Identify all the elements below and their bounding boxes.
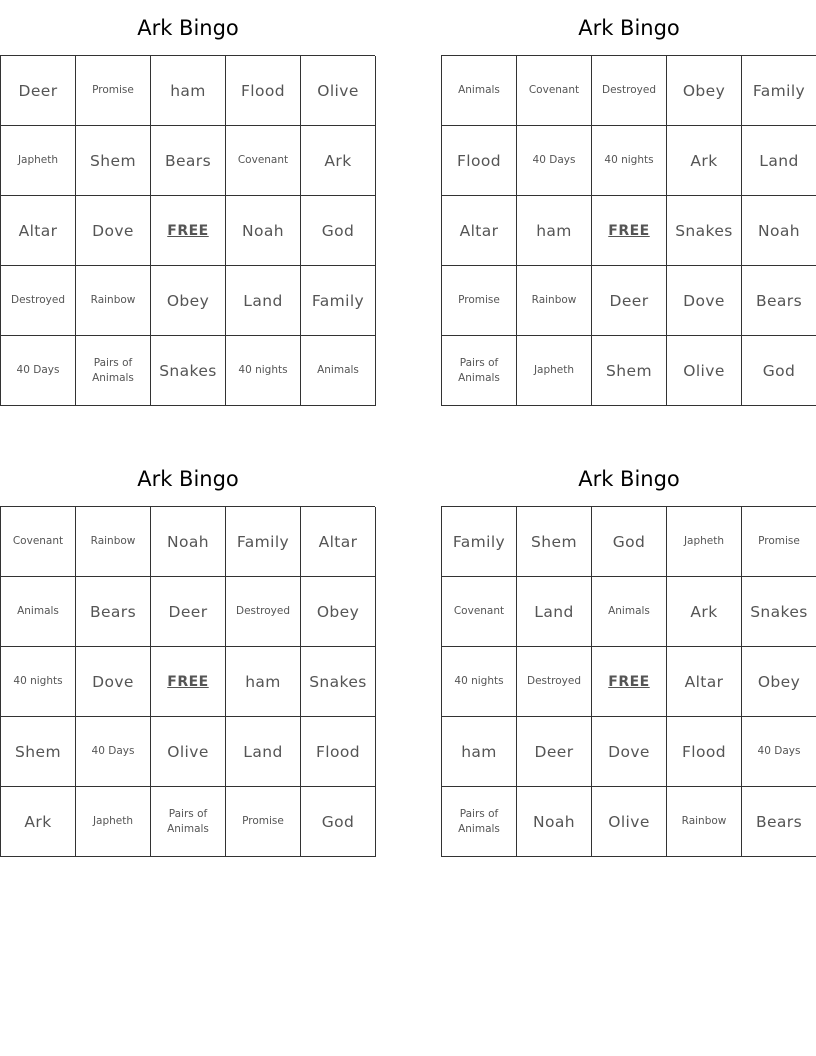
bingo-cell	[76, 196, 151, 266]
bingo-cell	[226, 787, 301, 857]
bingo-cell	[742, 717, 816, 787]
bingo-card-1	[0, 0, 376, 406]
bingo-cell	[1, 336, 76, 406]
bingo-cell	[301, 577, 376, 647]
bingo-cell-label: ham	[536, 221, 572, 240]
bingo-cell-label: ham	[461, 742, 497, 761]
bingo-cell	[226, 266, 301, 336]
bingo-cell-label: Bears	[755, 291, 803, 310]
bingo-cell	[151, 196, 226, 266]
bingo-cell	[151, 507, 226, 577]
bingo-cell	[667, 787, 742, 857]
bingo-cell-label: Destroyed	[527, 675, 581, 687]
bingo-cell-label: Shem	[15, 742, 61, 761]
bingo-cell	[1, 196, 76, 266]
bingo-cell	[667, 126, 742, 196]
bingo-cell	[301, 266, 376, 336]
bingo-cell	[517, 507, 592, 577]
bingo-cell	[742, 196, 816, 266]
bingo-cell	[1, 717, 76, 787]
bingo-cell-label: Shem	[606, 361, 652, 380]
bingo-cell	[76, 647, 151, 717]
bingo-cell-label: ham	[245, 672, 281, 691]
bingo-cell	[742, 56, 816, 126]
bingo-cell-label: Altar	[18, 221, 58, 240]
bingo-cell	[442, 647, 517, 717]
bingo-cell	[151, 266, 226, 336]
bingo-cell-label: God	[321, 221, 355, 240]
bingo-cell-label: Obey	[316, 602, 360, 621]
card-title: Ark Bingo	[578, 467, 680, 491]
bingo-cell-label: Family	[236, 532, 290, 551]
free-space-label: FREE	[167, 222, 209, 239]
bingo-cell-label: Rainbow	[90, 535, 136, 547]
bingo-cell-label: Bears	[755, 812, 803, 831]
bingo-cell-label: Shem	[90, 151, 136, 170]
bingo-cell-label: Family	[452, 532, 506, 551]
bingo-cell	[667, 56, 742, 126]
bingo-cell-label: Flood	[681, 742, 727, 761]
bingo-cell	[1, 787, 76, 857]
bingo-cell-label: Olive	[608, 812, 650, 831]
bingo-cell	[667, 577, 742, 647]
bingo-cell	[301, 56, 376, 126]
bingo-cell-label: Land	[534, 602, 574, 621]
bingo-cell-label: Altar	[318, 532, 358, 551]
bingo-cell	[742, 577, 816, 647]
bingo-cell-label: Noah	[533, 812, 575, 831]
bingo-cell-label: Family	[311, 291, 365, 310]
bingo-cell	[517, 126, 592, 196]
free-space-label: FREE	[167, 673, 209, 690]
bingo-cell	[517, 196, 592, 266]
bingo-cell	[226, 196, 301, 266]
bingo-cell	[1, 126, 76, 196]
bingo-cell-label: Land	[759, 151, 799, 170]
bingo-cell	[742, 507, 816, 577]
bingo-cell	[442, 507, 517, 577]
bingo-cell	[301, 336, 376, 406]
bingo-cell-label: Deer	[534, 742, 574, 761]
bingo-cell	[76, 507, 151, 577]
bingo-cell-label: Pairs of Animals	[458, 356, 500, 384]
bingo-cell	[667, 336, 742, 406]
bingo-cell	[301, 507, 376, 577]
bingo-cell-label: Shem	[531, 532, 577, 551]
bingo-cell-label: Dove	[683, 291, 725, 310]
bingo-cell-label: Covenant	[528, 84, 580, 96]
bingo-cell-label: Japheth	[17, 154, 59, 166]
bingo-cell	[442, 787, 517, 857]
bingo-cell-label: Rainbow	[531, 294, 577, 306]
bingo-cell-label: Rainbow	[90, 294, 136, 306]
bingo-cell-label: Snakes	[750, 602, 808, 621]
bingo-cell	[151, 577, 226, 647]
bingo-cell-label: God	[612, 532, 646, 551]
bingo-cell	[517, 266, 592, 336]
bingo-cell-label: Ark	[324, 151, 352, 170]
bingo-cell-label: Ark	[690, 151, 718, 170]
bingo-cell-label: 40 nights	[604, 154, 654, 166]
bingo-cell-label: Family	[752, 81, 806, 100]
bingo-cell	[226, 507, 301, 577]
bingo-cell-label: Dove	[92, 221, 134, 240]
bingo-cell-label: Destroyed	[236, 605, 290, 617]
bingo-cell	[151, 126, 226, 196]
bingo-cell	[742, 126, 816, 196]
bingo-cell	[592, 126, 667, 196]
bingo-grid	[441, 506, 816, 857]
bingo-cell	[742, 787, 816, 857]
bingo-cell-label: Covenant	[237, 154, 289, 166]
bingo-cell-label: Covenant	[453, 605, 505, 617]
bingo-cell-label: Animals	[458, 84, 500, 96]
bingo-cell-label: Japheth	[533, 364, 575, 376]
bingo-cell	[517, 717, 592, 787]
bingo-card-3	[0, 451, 376, 857]
bingo-cell-label: Destroyed	[11, 294, 65, 306]
bingo-cell	[1, 647, 76, 717]
bingo-cell-label: Olive	[167, 742, 209, 761]
bingo-cell-label: Obey	[757, 672, 801, 691]
bingo-cell	[592, 56, 667, 126]
bingo-cell-label: Land	[243, 291, 283, 310]
bingo-cell	[592, 266, 667, 336]
bingo-cell	[1, 56, 76, 126]
bingo-cell	[592, 787, 667, 857]
bingo-cell-label: Animals	[17, 605, 59, 617]
bingo-cell	[301, 196, 376, 266]
bingo-cell	[301, 717, 376, 787]
bingo-cell-label: Ark	[24, 812, 52, 831]
bingo-cell	[667, 507, 742, 577]
bingo-cell-label: Rainbow	[681, 815, 727, 827]
bingo-cell-label: Snakes	[309, 672, 367, 691]
bingo-cell	[301, 647, 376, 717]
bingo-cell-label: 40 nights	[238, 364, 288, 376]
bingo-cell-label: 40 Days	[757, 745, 801, 757]
bingo-cell-label: Deer	[18, 81, 58, 100]
card-title: Ark Bingo	[137, 467, 239, 491]
bingo-cell	[517, 56, 592, 126]
bingo-cell-label: Covenant	[12, 535, 64, 547]
bingo-cell-label: Obey	[166, 291, 210, 310]
bingo-grid	[441, 55, 816, 406]
bingo-cell-label: Altar	[459, 221, 499, 240]
bingo-cell	[517, 336, 592, 406]
bingo-cell	[226, 717, 301, 787]
bingo-cell-label: Destroyed	[602, 84, 656, 96]
bingo-cell-label: 40 nights	[13, 675, 63, 687]
bingo-cell	[442, 577, 517, 647]
bingo-cell-label: 40 Days	[532, 154, 576, 166]
bingo-cell-label: Dove	[92, 672, 134, 691]
bingo-cell	[76, 787, 151, 857]
bingo-cell-label: Promise	[458, 294, 500, 306]
bingo-cell	[742, 266, 816, 336]
bingo-card-4	[441, 451, 816, 857]
bingo-cell	[1, 266, 76, 336]
bingo-cell	[226, 126, 301, 196]
bingo-cell	[76, 126, 151, 196]
bingo-cell	[667, 266, 742, 336]
bingo-cell-label: Olive	[683, 361, 725, 380]
bingo-grid	[0, 506, 375, 857]
bingo-cell	[151, 647, 226, 717]
bingo-cell-label: Flood	[315, 742, 361, 761]
bingo-cell	[517, 787, 592, 857]
bingo-cell	[76, 577, 151, 647]
bingo-cell-label: Pairs of Animals	[458, 807, 500, 835]
bingo-cell	[667, 717, 742, 787]
free-space-label: FREE	[608, 673, 650, 690]
bingo-cell	[76, 717, 151, 787]
bingo-cell	[151, 717, 226, 787]
bingo-cell-label: 40 Days	[91, 745, 135, 757]
bingo-cell	[226, 577, 301, 647]
bingo-grid	[0, 55, 375, 406]
bingo-cell	[592, 507, 667, 577]
bingo-cell-label: Altar	[684, 672, 724, 691]
bingo-cell-label: Japheth	[683, 535, 725, 547]
bingo-cell-label: Dove	[608, 742, 650, 761]
bingo-cell-label: Snakes	[675, 221, 733, 240]
card-title: Ark Bingo	[137, 16, 239, 40]
bingo-cell-label: Deer	[609, 291, 649, 310]
bingo-cell-label: Snakes	[159, 361, 217, 380]
bingo-cell-label: Promise	[242, 815, 284, 827]
bingo-card-2	[441, 0, 816, 406]
bingo-cell	[592, 336, 667, 406]
bingo-cell	[76, 266, 151, 336]
bingo-cell-label: God	[762, 361, 796, 380]
bingo-cell-label: Pairs of Animals	[167, 807, 209, 835]
bingo-cell-label: Noah	[242, 221, 284, 240]
bingo-cell	[226, 336, 301, 406]
bingo-cell	[226, 647, 301, 717]
bingo-cell	[151, 56, 226, 126]
bingo-cell	[301, 787, 376, 857]
bingo-cell	[592, 196, 667, 266]
bingo-cell-label: Bears	[164, 151, 212, 170]
bingo-cell-label: Flood	[456, 151, 502, 170]
bingo-cell	[667, 196, 742, 266]
card-title: Ark Bingo	[578, 16, 680, 40]
bingo-cell-label: Land	[243, 742, 283, 761]
bingo-cell	[667, 647, 742, 717]
bingo-cell-label: Promise	[758, 535, 800, 547]
bingo-cell	[151, 787, 226, 857]
bingo-cell	[76, 56, 151, 126]
bingo-cell-label: Animals	[317, 364, 359, 376]
bingo-cell	[442, 717, 517, 787]
bingo-cell-label: Pairs of Animals	[92, 356, 134, 384]
bingo-cell	[742, 336, 816, 406]
bingo-cell-label: Deer	[168, 602, 208, 621]
bingo-cell	[742, 647, 816, 717]
bingo-cell-label: Flood	[240, 81, 286, 100]
bingo-cell	[151, 336, 226, 406]
bingo-cell	[442, 126, 517, 196]
bingo-cell-label: 40 nights	[454, 675, 504, 687]
bingo-cell	[442, 196, 517, 266]
bingo-cell-label: Obey	[682, 81, 726, 100]
bingo-cell	[1, 577, 76, 647]
bingo-cell	[442, 336, 517, 406]
bingo-cell-label: God	[321, 812, 355, 831]
bingo-cell-label: Bears	[89, 602, 137, 621]
bingo-cell	[442, 266, 517, 336]
bingo-cell-label: Animals	[608, 605, 650, 617]
bingo-cell	[1, 507, 76, 577]
bingo-cell	[226, 56, 301, 126]
bingo-cell-label: Olive	[317, 81, 359, 100]
bingo-cell-label: 40 Days	[16, 364, 60, 376]
bingo-cell-label: Noah	[167, 532, 209, 551]
bingo-cell	[592, 577, 667, 647]
bingo-cell	[76, 336, 151, 406]
bingo-cell	[592, 717, 667, 787]
bingo-cell-label: Promise	[92, 84, 134, 96]
bingo-cell-label: Ark	[690, 602, 718, 621]
bingo-cell-label: Japheth	[92, 815, 134, 827]
bingo-cell	[301, 126, 376, 196]
bingo-cell	[517, 577, 592, 647]
bingo-cell	[442, 56, 517, 126]
bingo-cell-label: ham	[170, 81, 206, 100]
bingo-cell-label: Noah	[758, 221, 800, 240]
bingo-cell	[517, 647, 592, 717]
bingo-cell	[592, 647, 667, 717]
free-space-label: FREE	[608, 222, 650, 239]
